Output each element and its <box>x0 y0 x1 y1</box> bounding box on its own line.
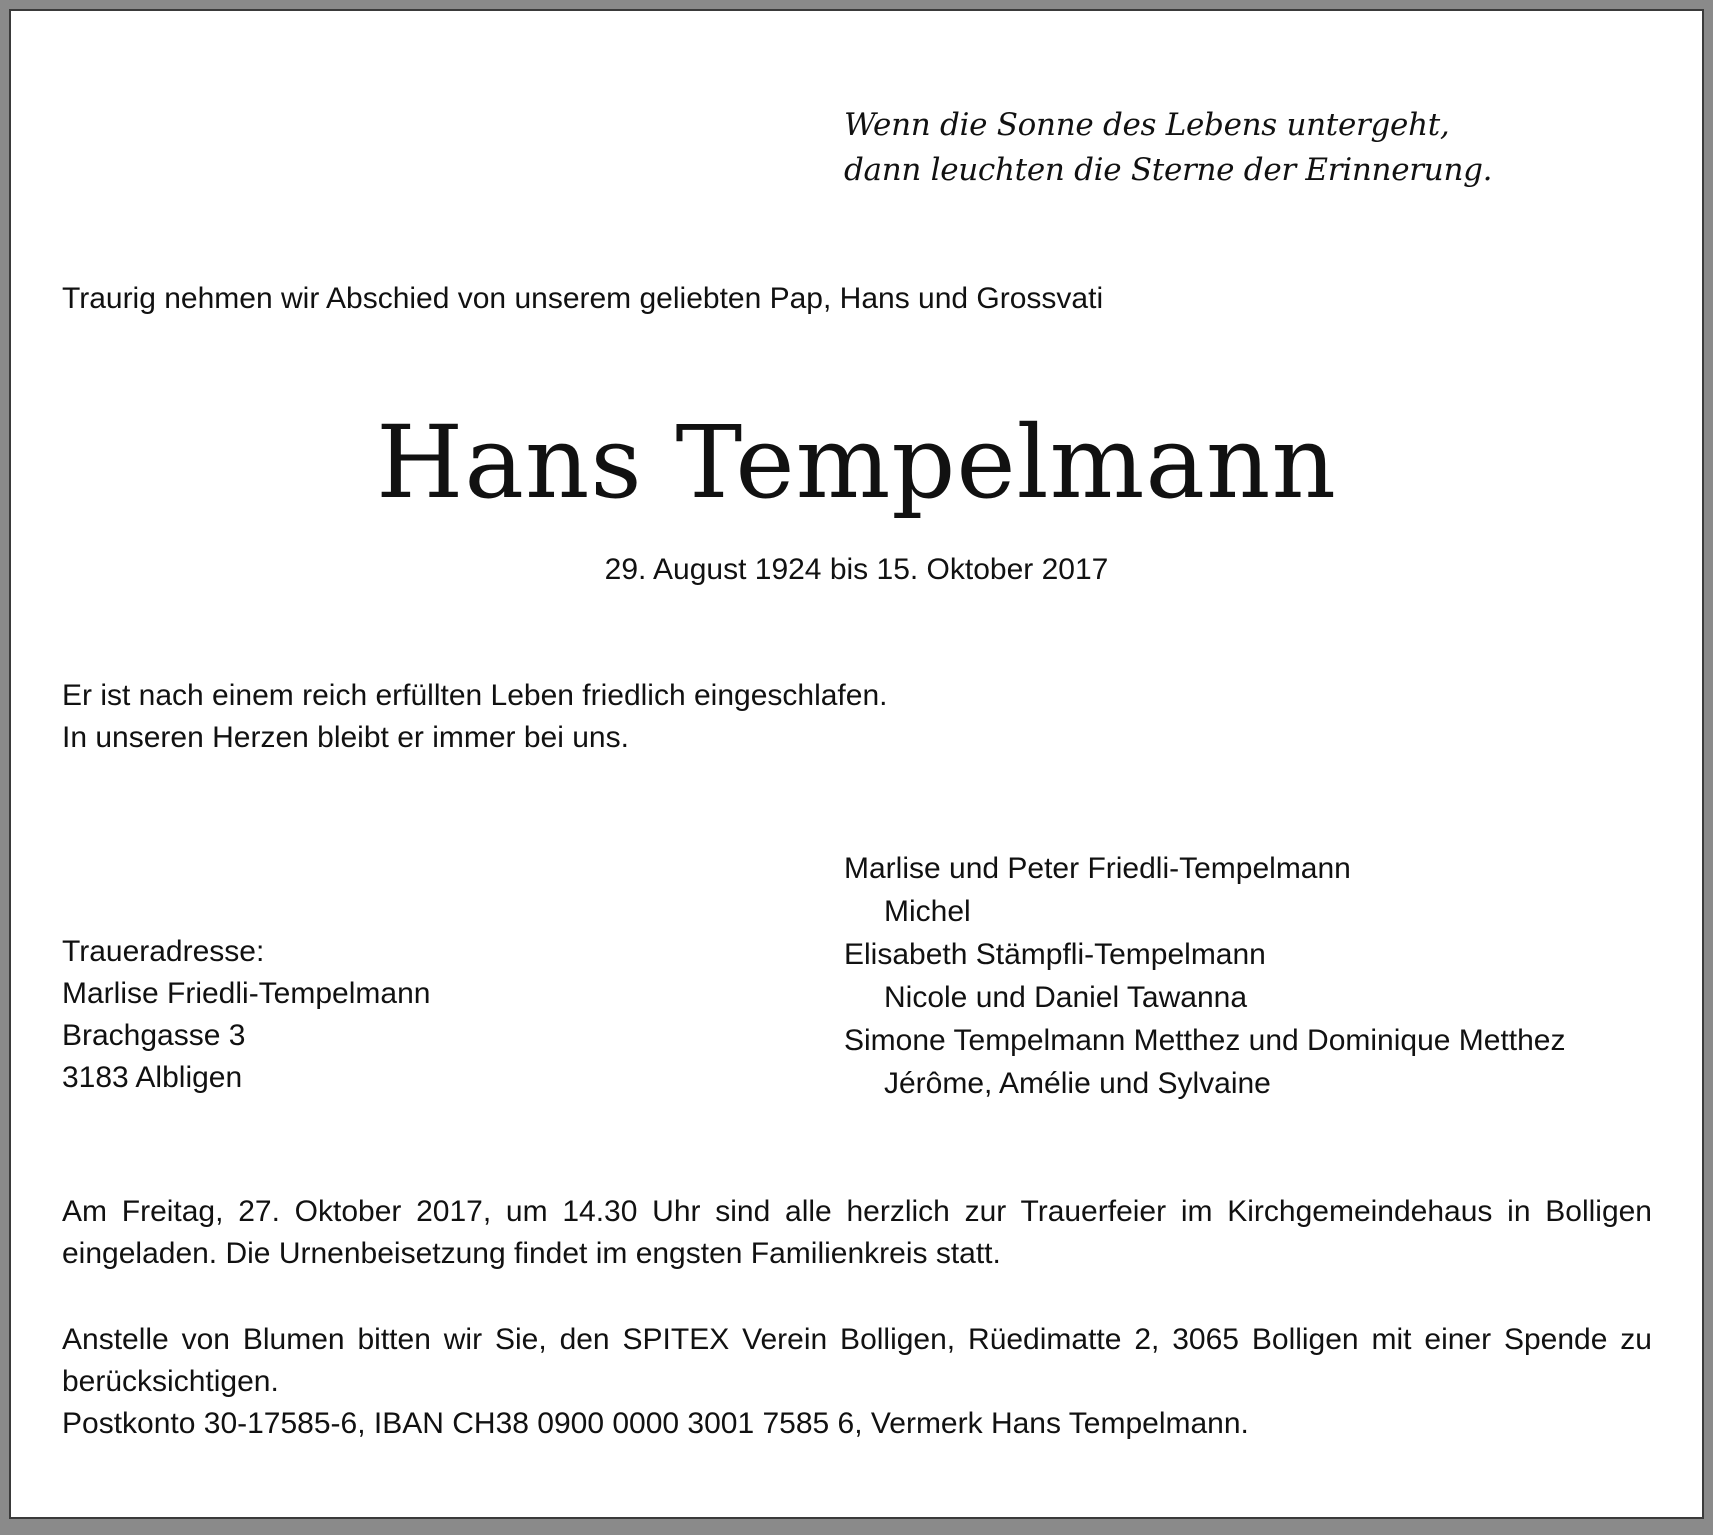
ceremony-text: Am Freitag, 27. Oktober 2017, um 14.30 Uhr sind alle herzlich zur Trauerfeier im Kirchgemeindehaus in Bolligen eingeladen. Die Urnenbeisetzung findet im engsten Familienkreis statt. <box>62 1195 1652 1270</box>
deceased-name: Hans Tempelmann <box>376 404 1337 521</box>
life-dates: 29. August 1924 bis 15. Oktober 2017 <box>604 553 1109 586</box>
address-name: Marlise Friedli-Tempelmann <box>62 977 431 1010</box>
motto-quote <box>844 103 1492 193</box>
farewell-line-1: Er ist nach einem reich erfüllten Leben friedlich eingeschlafen. <box>62 679 888 712</box>
family-member: Jérôme, Amélie und Sylvaine <box>884 1067 1271 1100</box>
farewell-message <box>62 675 887 759</box>
family-member: Elisabeth Stämpfli-Tempelmann <box>844 938 1266 971</box>
donation-account: Postkonto 30-17585-6, IBAN CH38 0900 0000 3001 7585 6, Vermerk Hans Tempelmann. <box>62 1407 1249 1440</box>
address-city: 3183 Albligen <box>62 1061 243 1094</box>
farewell-line-2: In unseren Herzen bleibt er immer bei uns. <box>62 721 629 754</box>
address-street: Brachgasse 3 <box>62 1019 246 1052</box>
address-label: Traueradresse: <box>62 935 265 968</box>
ceremony-paragraph <box>62 1191 1652 1275</box>
family-list <box>844 847 1566 1105</box>
donation-paragraph <box>62 1319 1652 1445</box>
family-member: Simone Tempelmann Metthez und Dominique Metthez <box>844 1024 1566 1057</box>
intro-text: Traurig nehmen wir Abschied von unserem geliebten Pap, Hans und Grossvati <box>62 282 1104 315</box>
motto-line-2: dann leuchten die Sterne der Erinnerung. <box>844 152 1493 188</box>
family-member: Marlise und Peter Friedli-Tempelmann <box>844 852 1351 885</box>
obituary-notice <box>9 9 1704 1519</box>
mourning-address <box>62 931 430 1099</box>
motto-line-1: Wenn die Sonne des Lebens untergeht, <box>844 107 1450 143</box>
family-member: Nicole und Daniel Tawanna <box>884 981 1248 1014</box>
donation-text: Anstelle von Blumen bitten wir Sie, den SPITEX Verein Bolligen, Rüedimatte 2, 3065 Bolligen mit einer Spende zu berücksichtigen. <box>62 1323 1652 1398</box>
family-member: Michel <box>884 895 971 928</box>
